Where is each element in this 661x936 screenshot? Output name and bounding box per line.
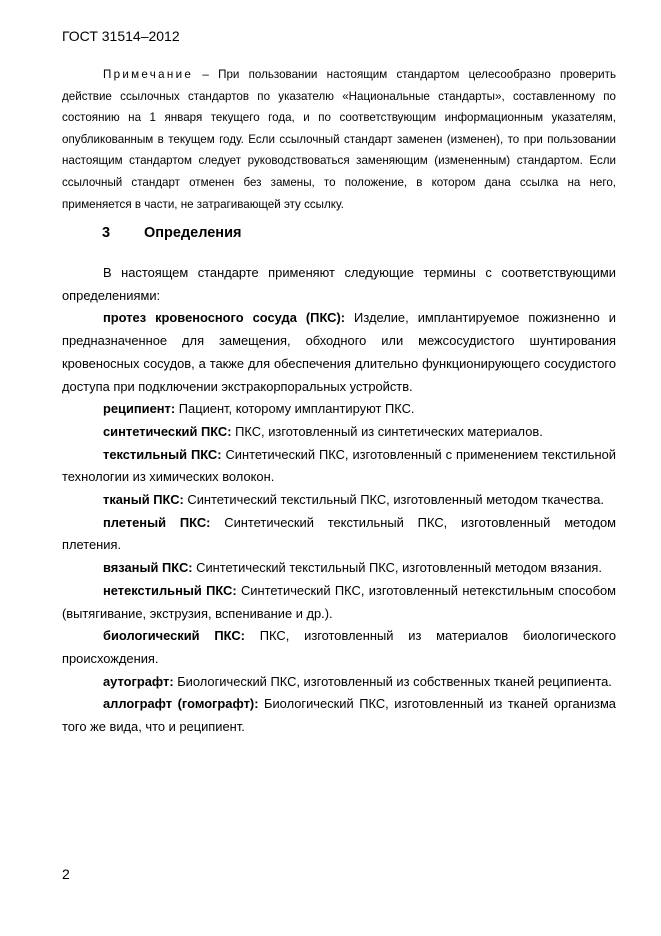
section-heading [102,225,241,241]
definition-item [62,557,616,580]
note-label: Примечание [103,68,194,81]
definition-term: протез кровеносного сосуда (ПКС): [103,310,346,326]
note-text: – При пользовании настоящим стандартом целесообразно проверить действие ссылочных стандартов по указателю «Национальные стандарты», составленному по состоянию на 1 января текущего года, и по соответствующим информационным указателям, опубликованным в текущем году. Если ссылочный стандарт заменен (изменен), то при пользовании настоящим стандартом следует руководствоваться заменяющим (измененным) стандартом. Если ссылочный стандарт отменен без замены, то положение, в котором дана ссылка на него, применяется в части, не затрагивающей эту ссылку. [62,68,616,211]
definition-term: плетеный ПКС: [103,514,211,530]
definition-item [62,307,616,398]
definition-text: Синтетический ПКС, изготовленный нетекстильным способом (вытягивание, экструзия, вспенивание и др.). [62,582,617,621]
intro-paragraph: В настоящем стандарте применяют следующие термины с соответствующими определениями: [62,265,616,303]
definition-text: Синтетический ПКС, изготовленный с применением текстильной технологии из химических волокон. [62,446,617,485]
definition-term: нетекстильный ПКС: [103,582,237,598]
definition-item [62,580,616,625]
definition-text: Синтетический текстильный ПКС, изготовленный методом ткачества. [183,492,605,508]
definition-text: Пациент, которому имплантируют ПКС. [175,401,415,417]
definition-text: Синтетический текстильный ПКС, изготовленный методом вязания. [192,560,602,576]
definition-item [62,625,616,670]
definition-text: Синтетический текстильный ПКС, изготовленный методом плетения. [62,514,616,553]
definition-text: Изделие, имплантируемое пожизненно и предназначенное для замещения, обходного или межсосудистого шунтирования кровеносных сосудов, а также для обеспечения длительно функционирующего сосудистого доступа при подключении экстракорпоральных устройств. [62,310,616,394]
note-block [62,64,616,215]
document-header: ГОСТ 31514–2012 [62,28,180,44]
definition-term: биологический ПКС: [103,628,245,644]
definition-item [62,693,616,738]
definition-term: синтетический ПКС: [103,423,232,439]
definition-text: Биологический ПКС, изготовленный из тканей организма того же вида, что и реципиент. [62,696,616,735]
definition-term: вязаный ПКС: [103,560,193,576]
definition-term: текстильный ПКС: [103,446,222,462]
definition-text: ПКС, изготовленный из материалов биологического происхождения. [62,628,616,666]
definition-item [62,444,616,489]
definition-text: ПКС, изготовленный из синтетических материалов. [231,423,543,439]
definition-term: тканый ПКС: [103,492,184,508]
definition-text: Биологический ПКС, изготовленный из собственных тканей реципиента. [173,673,612,689]
definition-term: аллографт (гомографт): [103,696,259,712]
section-number: 3 [102,225,111,241]
definition-item [62,671,616,694]
definitions-body [62,262,616,739]
definition-term: реципиент: [103,401,176,417]
definition-item [62,421,616,444]
definition-item [62,512,616,557]
page-number: 2 [62,866,70,882]
section-title: Определения [144,225,242,241]
definition-item [62,489,616,512]
note-paragraph [62,64,616,215]
definition-term: аутографт: [103,673,174,689]
definition-item [62,398,616,421]
